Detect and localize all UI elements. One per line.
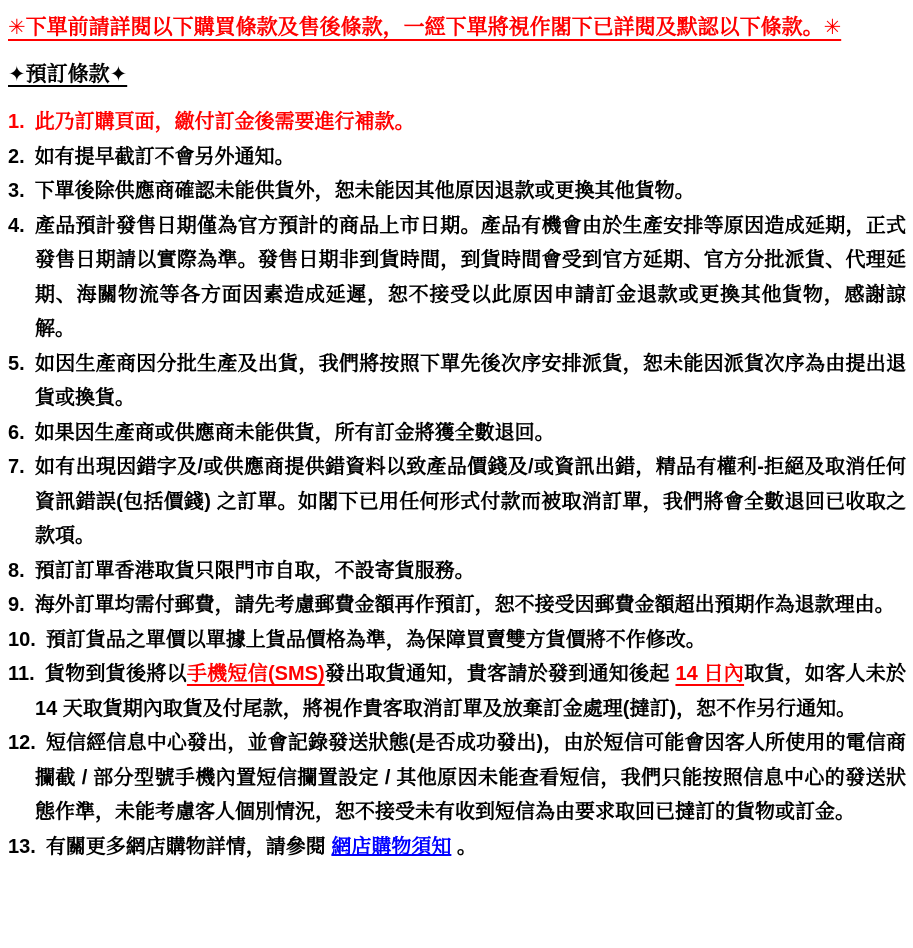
- term-item-3: [8, 174, 906, 209]
- term-text: 發出取貨通知，貴客請於發到通知後起: [324, 663, 676, 685]
- highlighted-term-text: 手機短信(SMS): [186, 663, 325, 685]
- term-item-4: [8, 209, 906, 347]
- term-text: 如有提早截訂不會另外通知。: [34, 145, 295, 168]
- term-text: 有關更多網店購物詳情，請參閱: [45, 835, 332, 858]
- term-item-6: [8, 416, 906, 451]
- term-number: 8.: [8, 559, 25, 582]
- term-number: 2.: [8, 145, 25, 168]
- preorder-terms-heading: ✦預訂條款✦: [8, 63, 128, 86]
- term-text: 預訂貨品之單價以單據上貨品價格為準，為保障買賣雙方貨價將不作修改。: [45, 628, 706, 651]
- term-text: 短信經信息中心發出，並會記錄發送狀態(是否成功發出)，由於短信可能會因客人所使用的電信商攔截 / 部分型號手機內置短信攔置設定 / 其他原因未能查看短信，我們只能按照信息中心的發送狀態作準，未能考慮客人個別情況，恕不接受未有收到短信為由要求取回已撻訂的貨物或訂金。: [35, 732, 906, 823]
- purchase-notice-title: ✳下單前請詳閱以下購買條款及售後條款，一經下單將視作閣下已詳閱及默認以下條款。✳: [8, 16, 842, 39]
- term-text: 下單後除供應商確認未能供貨外，恕未能因其他原因退款或更換其他貨物。: [34, 180, 695, 202]
- term-text: 取貨，如客人未於 14 天取貨期內取貨及付尾款，將視作貴客取消訂單及放棄訂金處理(撻訂)，恕不作另行通知。: [35, 663, 907, 720]
- term-item-5: [8, 347, 906, 416]
- term-item-7: [8, 450, 906, 554]
- term-number: 11.: [8, 663, 35, 685]
- term-number: 12.: [8, 732, 36, 754]
- term-text: 如因生產商因分批生產及出貨，我們將按照下單先後次序安排派貨，恕未能因派貨次序為由提出退貨或換貨。: [34, 352, 906, 409]
- term-item-1: [8, 105, 906, 140]
- term-item-11: [8, 657, 906, 726]
- term-text: 貨物到貨後將以: [44, 663, 187, 685]
- term-number: 3.: [8, 180, 25, 202]
- term-item-10: [8, 623, 906, 658]
- term-item-13: [8, 830, 906, 865]
- term-number: 9.: [8, 594, 25, 616]
- term-item-8: [8, 554, 906, 589]
- term-text: 預訂訂單香港取貨只限門市自取，不設寄貨服務。: [34, 559, 475, 582]
- term-number: 5.: [8, 352, 25, 375]
- term-item-12: [8, 726, 906, 830]
- term-number: 7.: [8, 456, 25, 478]
- term-text: 如有出現因錯字及/或供應商提供錯資料以致產品價錢及/或資訊出錯，精品有權利-拒絕及取消任何資訊錯誤(包括價錢) 之訂單。如閣下已用任何形式付款而被取消訂單，我們將會全數退回已收取之款項。: [34, 456, 906, 547]
- term-item-2: [8, 140, 906, 175]
- term-text: 。: [451, 835, 477, 858]
- highlighted-term-text: 14 日內: [675, 663, 745, 685]
- term-number: 1.: [8, 111, 25, 133]
- term-number: 13.: [8, 835, 36, 858]
- term-text: 海外訂單均需付郵費，請先考慮郵費金額再作預訂，恕不接受因郵費金額超出預期作為退款理由。: [34, 594, 895, 616]
- term-number: 10.: [8, 628, 36, 651]
- shop-guide-link[interactable]: 網店購物須知: [331, 835, 452, 858]
- term-text: 如果因生產商或供應商未能供貨，所有訂金將獲全數退回。: [34, 421, 555, 444]
- terms-list: [8, 105, 906, 864]
- term-number: 4.: [8, 214, 25, 237]
- term-text: 產品預計發售日期僅為官方預計的商品上市日期。產品有機會由於生產安排等原因造成延期，正式發售日期請以實際為準。發售日期非到貨時間，到貨時間會受到官方延期、官方分批派貨、代理延期、海關物流等各方面因素造成延遲，恕不接受以此原因申請訂金退款或更換其他貨物，感謝諒解。: [34, 214, 906, 340]
- term-text: 此乃訂購頁面，繳付訂金後需要進行補款。: [34, 111, 415, 133]
- term-item-9: [8, 588, 906, 623]
- term-number: 6.: [8, 421, 25, 444]
